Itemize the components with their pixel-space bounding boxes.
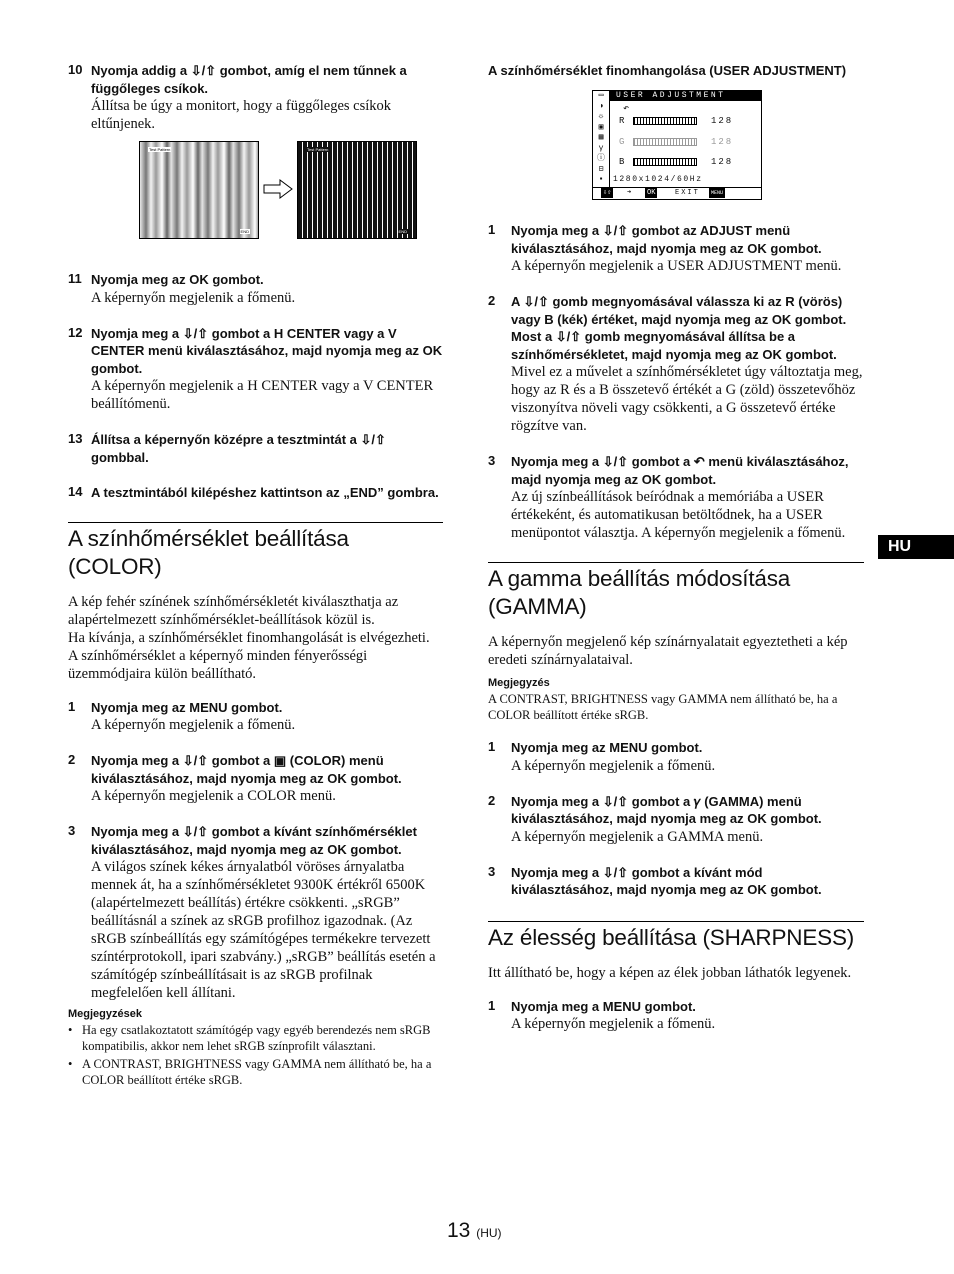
ok-key: OK [647,189,656,197]
gamma-intro: A képernyőn megjelenő kép színárnyalatait egyeztetheti a kép eredeti színárnyalataival. [488,634,848,668]
color-step-2: 2 Nyomja meg a ⇩/⇧ gombot a ▣ (COLOR) menü kiválasztásához, majd nyomja meg az OK gombot. A képernyőn megjelenik a COLOR menü. [68,752,402,804]
menu-key: MENU [711,190,724,196]
osd-user-adjustment [592,90,762,200]
move-keys-icon: ⇩⇧ [603,189,612,197]
step-13: 13 Állítsa a képernyőn középre a tesztmintát a ⇩/⇧ gombbal. [68,431,386,465]
user-step-1: 1 Nyomja meg a ⇩/⇧ gombot az ADJUST menü kiválasztásához, majd nyomja meg az OK gombot. A képernyőn megjelenik a USER ADJUSTMENT menü. [488,222,842,274]
gamma-icon: γ [598,143,604,153]
osd-title: USER ADJUSTMENT [610,91,761,101]
step-11: 11 Nyomja meg az OK gombot. A képernyőn megjelenik a főmenü. [68,271,296,306]
color-intro: A kép fehér színének színhőmérsékletét kiválaszthatja az alapértelmezett színhőmérséklet-beállítások közül is. Ha kívánja, a színhőmérséklet finomhangolását is elvégezheti. A színhőmérséklet a képernyő minden fényerősségi üzemmódjaira külön beállítható. [68,593,430,682]
notes-heading: Megjegyzések [68,1008,142,1020]
sharpness-intro: Itt állítható be, hogy a képen az élek jobban láthatók legyenek. [488,964,852,981]
color-step-3: 3 Nyomja meg a ⇩/⇧ gombot a kívánt színhőmérséklet kiválasztásához, majd nyomja meg az OK gombot. A világos színek kékes árnyalatból vöröses árnyalatba mennek át, ha a színhőmérsékletet 9300K értékről 6500K (alapértelmezett beállítás) értékre csökkenti. „sRGB” beállításnál a színek az sRGB profilhoz igazodnak. (Az sRGB színbeállítás egy számítógépes termékekre tervezett színtérprotokoll, ipari szabvány.) „sRGB” beállítás esetén a számítógép színbeállításait is az sRGB profilnak megfelelően kell állítani. [68,823,436,1001]
screen-before: Test Pattern END [139,141,259,239]
test-pattern-figure [91,141,443,251]
gamma-step-3: 3 Nyomja meg a ⇩/⇧ gombot a kívánt mód kiválasztásához, majd nyomja meg az OK gombot. [488,863,822,897]
step-10: 10 Nyomja addig a ⇩/⇧ gombot, amíg el nem tűnnek a függőleges csíkok. Állítsa be úgy a monitort, hogy a függőleges csíkok eltűnjenek. Test Pattern END Test Pattern END [68,62,443,251]
gamma-note-heading: Megjegyzés [488,677,550,689]
user-step-2: 2 A ⇩/⇧ gomb megnyomásával válassza ki az R (vörös) vagy B (kék) értéket, majd nyomja meg az OK gombot. Most a ⇩/⇧ gomb megnyomásával állítsa be a színhőmérsékletet, majd nyomja meg az OK gombot. Mivel ez a művelet a színhőmérsékletet úgy változtatja meg, hogy az R és a B összetevő értékét a G (zöld) összetevőhöz viszonyítva növeli vagy csökkenti, a G összetevő értéke rögzítve van. [488,293,863,434]
exit-label: EXIT [675,189,700,197]
left-column [68,62,443,1090]
osd-footer [593,187,761,199]
info-icon: ⓘ [597,154,605,163]
note-item: • A CONTRAST, BRIGHTNESS vagy GAMMA nem állítható be, ha a COLOR beállított értéke sRGB. [68,1056,443,1088]
page-number: 13 (HU) [447,1219,502,1242]
gamma-step-1: 1 Nyomja meg az MENU gombot. A képernyőn megjelenik a főmenü. [488,739,716,774]
step-14: 14 A tesztmintából kilépéshez kattintson az „END” gombra. [68,484,439,500]
color-icon: ▣ [598,122,604,132]
section-title-color: A színhőmérséklet beállítása (COLOR) [68,522,443,581]
picture-icon: ▭ [598,91,604,100]
gamma-note: A CONTRAST, BRIGHTNESS vagy GAMMA nem állítható be, ha a COLOR beállított értéke sRGB. [488,692,838,722]
section-title-gamma: A gamma beállítás módosítása (GAMMA) [488,562,864,621]
osd-row-g: G 128 [619,137,734,147]
note-item: • Ha egy csatlakoztatott számítógép vagy egyéb berendezés nem sRGB kompatibilis, akkor nem lehet sRGB színprofilt választani. [68,1022,443,1054]
notes-list [68,1022,443,1088]
user-step-3: 3 Nyomja meg a ⇩/⇧ gombot a ↶ menü kiválasztásához, majd nyomja meg az OK gombot. Az új színbeállítások beíródnak a memóriába a USER értékeként, és automatikusan betöltődnek, ha a USER menüpontot választja. A képernyőn megjelenik a főmenü. [488,453,849,541]
user-adjustment-subtitle: A színhőmérséklet finomhangolása (USER ADJUSTMENT) [488,63,847,78]
right-column [488,62,864,1051]
osd-row-r: R 128 [619,116,734,126]
back-icon: ↶ [623,104,630,115]
arrow-right-icon [263,179,293,199]
color-selected-icon: ▦ [598,133,604,142]
gamma-step-2: 2 Nyomja meg a ⇩/⇧ gombot a 𝛾 (GAMMA) menü kiválasztásához, majd nyomja meg az OK gombot. A képernyőn megjelenik a GAMMA menü. [488,792,822,845]
sharp-step-1: 1 Nyomja meg a MENU gombot. A képernyőn megjelenik a főmenü. [488,997,716,1032]
screen-after: Test Pattern END [297,141,417,239]
contrast-icon: ◑ [598,101,604,111]
osd-icon-column [593,91,610,188]
osd-row-b: B 128 [619,157,734,167]
osd-resolution: 1280x1024/60Hz [613,175,703,184]
brightness-icon: ☼ [598,112,604,121]
input-icon: ⊟ [598,164,604,174]
arrow-icon: ➜ [627,189,632,197]
color-step-1: 1 Nyomja meg az MENU gombot. A képernyőn megjelenik a főmenü. [68,698,296,733]
lock-icon: ▪ [598,175,604,184]
language-tab: HU [878,535,954,559]
section-title-sharpness: Az élesség beállítása (SHARPNESS) [488,921,864,952]
step-12: 12 Nyomja meg a ⇩/⇧ gombot a H CENTER vagy a V CENTER menü kiválasztásához, majd nyomja meg az OK gombot. A képernyőn megjelenik a H CENTER vagy a V CENTER beállítómenü. [68,324,443,412]
